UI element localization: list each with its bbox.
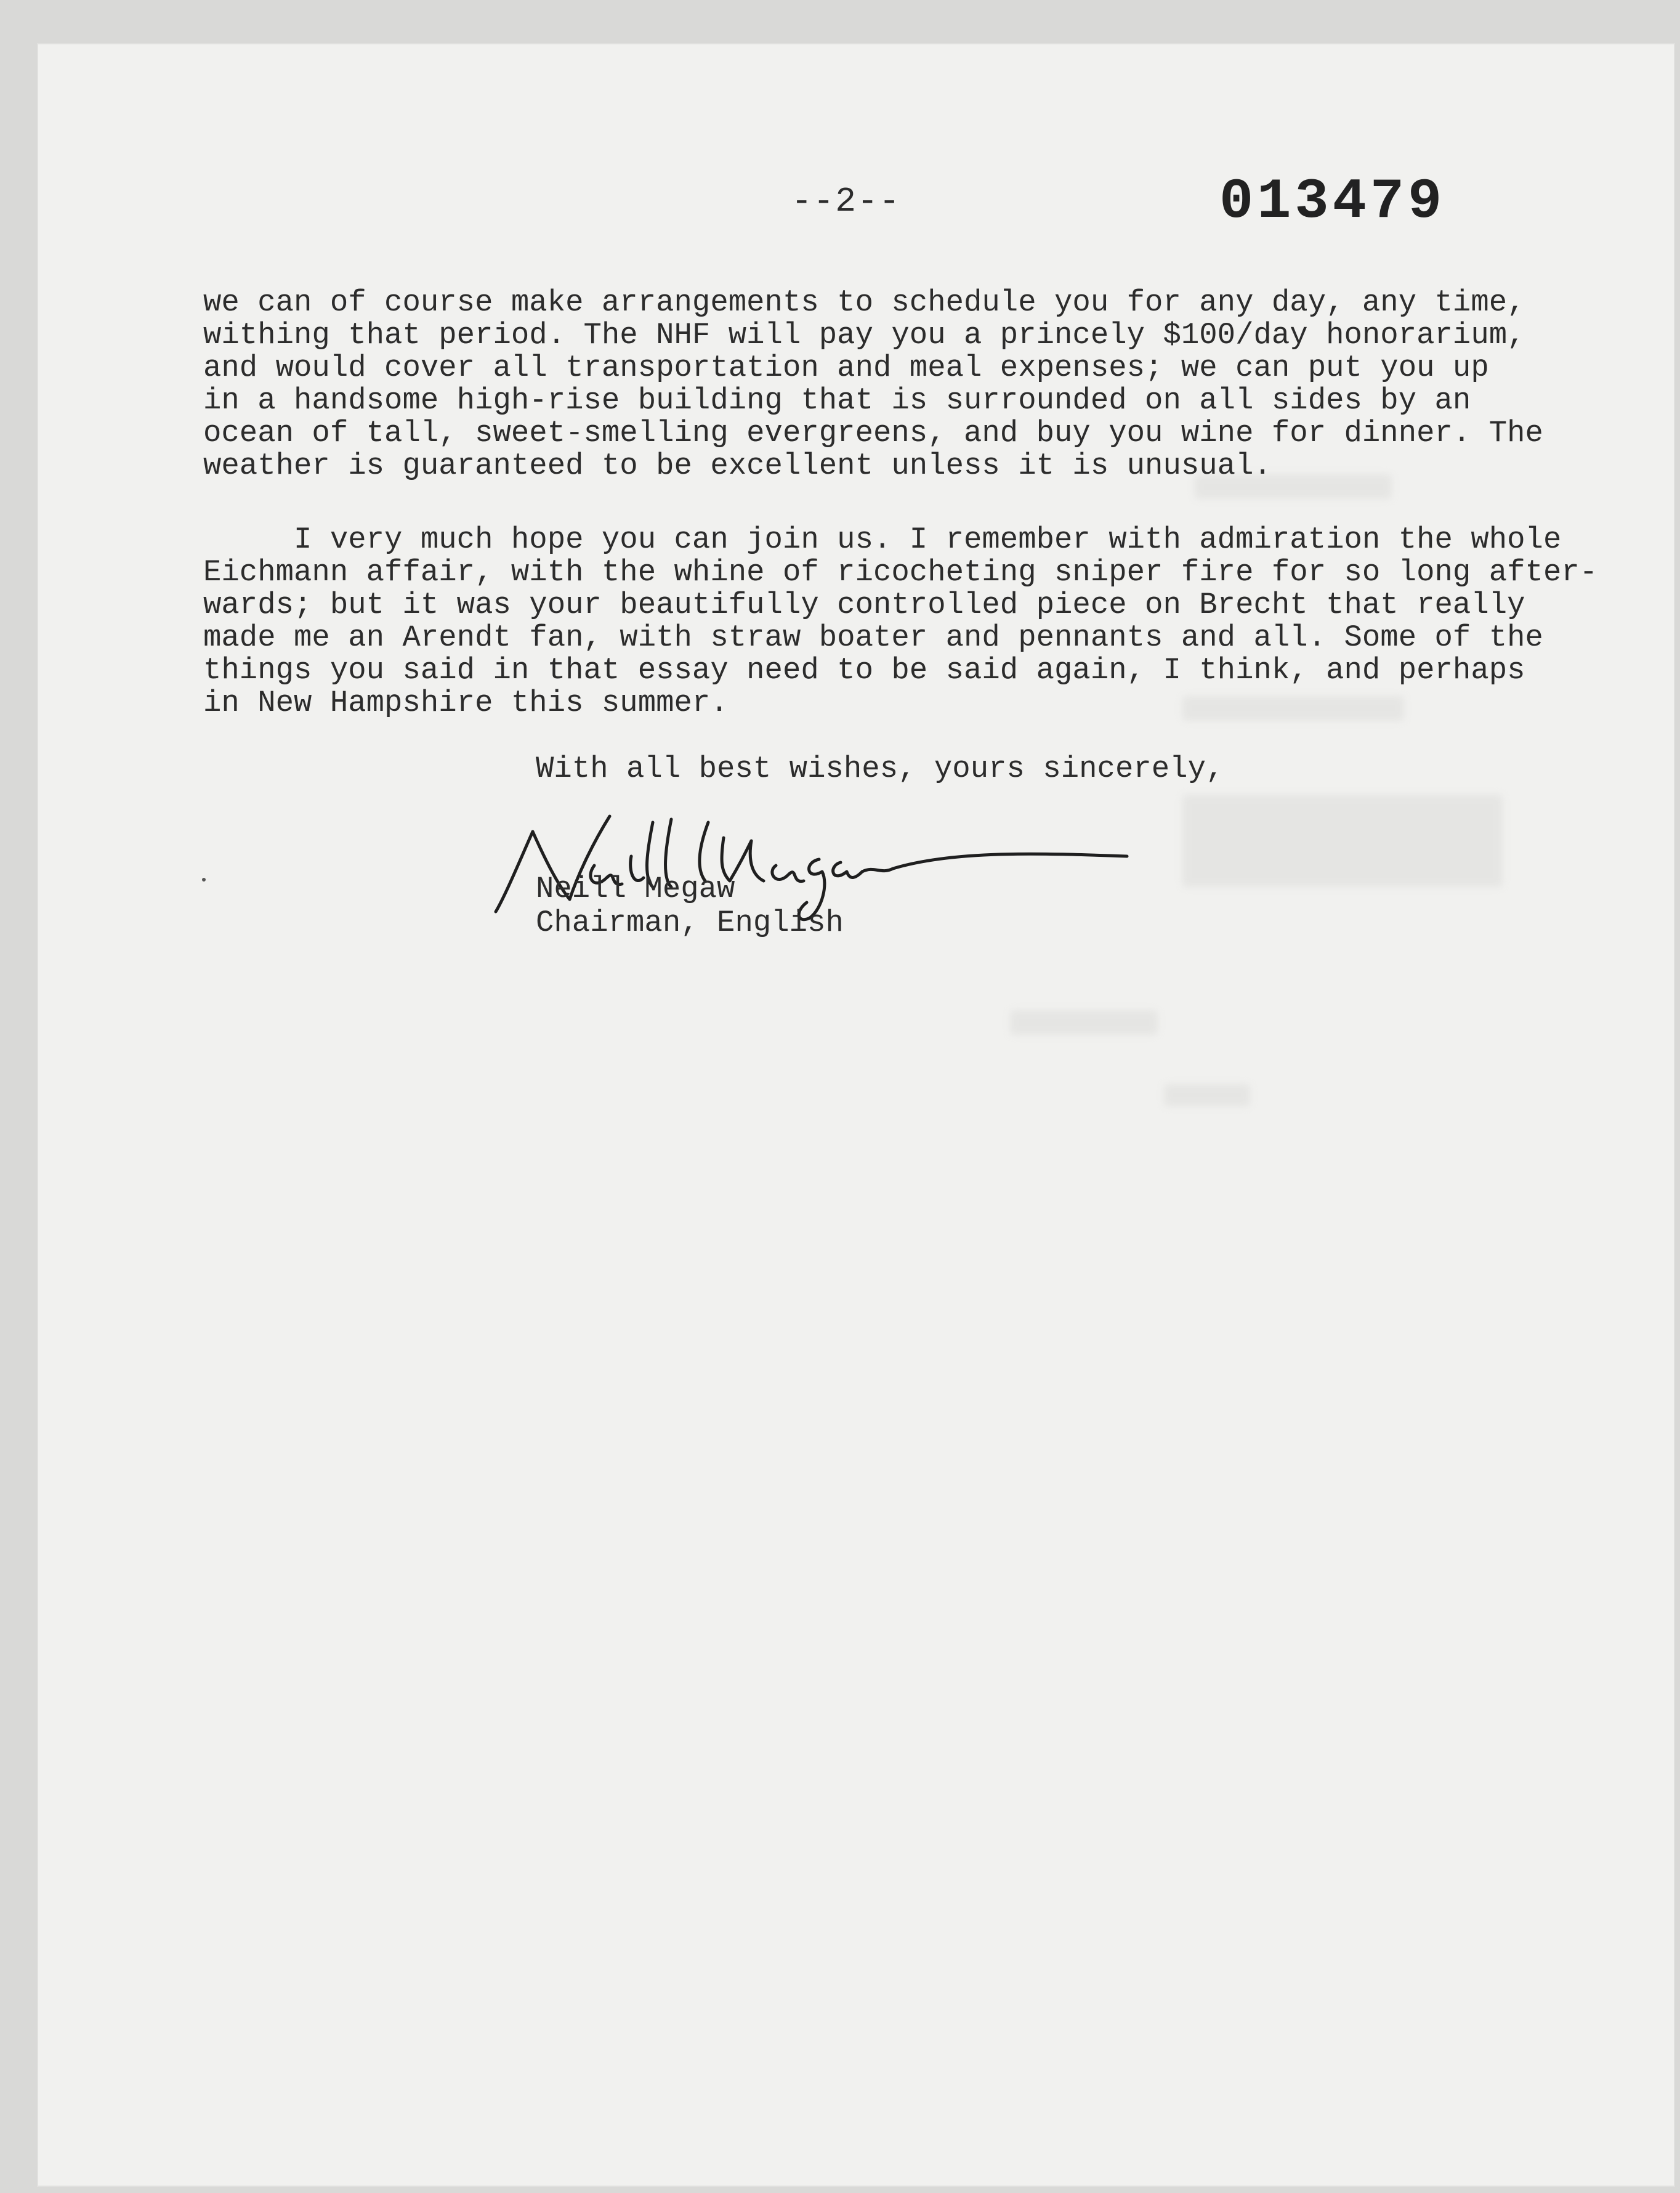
body-paragraph-1 <box>203 285 1543 483</box>
bleed-through-shadow <box>1182 795 1503 887</box>
text-line: and would cover all transportation and meal expenses; we can put you up <box>203 351 1489 385</box>
bleed-through-shadow <box>1164 1084 1250 1106</box>
text-line: I very much hope you can join us. I remember with admiration the whole <box>203 522 1562 557</box>
text-line: made me an Arendt fan, with straw boater and pennants and all. Some of the <box>203 620 1543 655</box>
text-line: withing that period. The NHF will pay you a princely $100/day honorarium, <box>203 318 1525 352</box>
text-line: weather is guaranteed to be excellent unless it is unusual. <box>203 448 1272 483</box>
paper-speck <box>202 878 206 882</box>
body-paragraph-2 <box>203 522 1598 720</box>
bleed-through-shadow <box>1010 1010 1158 1035</box>
closing-salutation: With all best wishes, yours sincerely, <box>536 752 1224 786</box>
document-number: 013479 <box>1219 169 1446 234</box>
signer-title: Chairman, English <box>536 906 844 940</box>
text-line: wards; but it was your beautifully controlled piece on Brecht that really <box>203 588 1525 622</box>
signer-name: Neill Megaw <box>536 872 735 906</box>
text-line: ocean of tall, sweet-smelling evergreens, and buy you wine for dinner. The <box>203 416 1543 450</box>
page-number: --2-- <box>791 182 902 221</box>
text-line: Eichmann affair, with the whine of ricocheting sniper fire for so long after- <box>203 555 1598 590</box>
letter-page <box>37 43 1675 2187</box>
text-line: we can of course make arrangements to schedule you for any day, any time, <box>203 285 1525 320</box>
text-line: in a handsome high-rise building that is surrounded on all sides by an <box>203 383 1471 418</box>
text-line: in New Hampshire this summer. <box>203 686 729 720</box>
text-line: things you said in that essay need to be said again, I think, and perhaps <box>203 653 1525 687</box>
